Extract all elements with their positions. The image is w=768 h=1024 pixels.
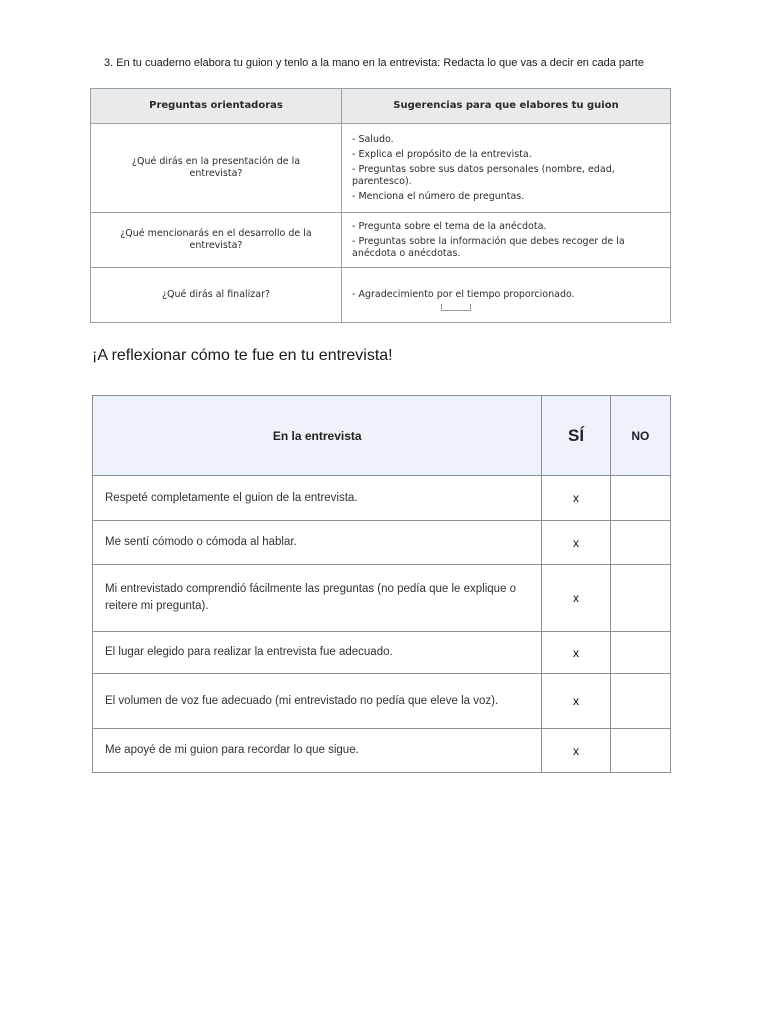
- no-checkbox[interactable]: [610, 729, 670, 773]
- reflection-row: [93, 632, 671, 674]
- guide-row: [91, 213, 671, 268]
- guide-question: ¿Qué dirás al finalizar?: [91, 268, 342, 323]
- guide-table-header-row: [91, 89, 671, 124]
- si-checkbox[interactable]: x: [542, 476, 610, 521]
- reflection-table: [92, 395, 671, 773]
- suggestion-item: - Preguntas sobre sus datos personales (nombre, edad, parentesco).: [352, 163, 615, 187]
- reflection-row: [93, 521, 671, 565]
- instruction-text: 3. En tu cuaderno elabora tu guion y tenlo a la mano en la entrevista: Redacta lo que vas a decir en cada parte: [104, 57, 644, 69]
- suggestion-item: - Pregunta sobre el tema de la anécdota.: [352, 220, 547, 232]
- no-checkbox[interactable]: [610, 521, 670, 565]
- reflection-item-text: El volumen de voz fue adecuado (mi entrevistado no pedía que eleve la voz).: [93, 674, 542, 729]
- si-checkbox[interactable]: x: [542, 521, 610, 565]
- reflection-heading: ¡A reflexionar cómo te fue en tu entrevista!: [92, 347, 393, 364]
- guide-row: [91, 124, 671, 213]
- reflection-item-text: Respeté completamente el guion de la entrevista.: [93, 476, 542, 521]
- no-checkbox[interactable]: [610, 674, 670, 729]
- guide-suggestions: [342, 268, 671, 323]
- reflection-row: [93, 674, 671, 729]
- no-checkbox[interactable]: [610, 565, 670, 632]
- header-no: NO: [610, 396, 670, 476]
- suggestion-item: - Menciona el número de preguntas.: [352, 190, 525, 202]
- reflection-row: [93, 565, 671, 632]
- reflection-row: [93, 476, 671, 521]
- reflection-item-text: El lugar elegido para realizar la entrevista fue adecuado.: [93, 632, 542, 674]
- guide-header-questions: Preguntas orientadoras: [91, 89, 342, 124]
- guide-row: [91, 268, 671, 323]
- suggestion-item: - Preguntas sobre la información que debes recoger de la anécdota o anécdotas.: [352, 235, 625, 259]
- header-si: SÍ: [542, 396, 610, 476]
- guide-suggestions: [342, 213, 671, 268]
- header-en-la-entrevista: En la entrevista: [93, 396, 542, 476]
- reflection-item-text: Me sentí cómodo o cómoda al hablar.: [93, 521, 542, 565]
- guide-suggestions: [342, 124, 671, 213]
- no-checkbox[interactable]: [610, 476, 670, 521]
- page-tab-mark: [441, 304, 471, 311]
- si-checkbox[interactable]: x: [542, 565, 610, 632]
- guide-table: [90, 88, 671, 323]
- suggestion-item: - Agradecimiento por el tiempo proporcionado.: [352, 289, 575, 300]
- guide-header-suggestions: Sugerencias para que elabores tu guion: [342, 89, 671, 124]
- guide-question: ¿Qué dirás en la presentación de la entrevista?: [91, 124, 342, 213]
- si-checkbox[interactable]: x: [542, 674, 610, 729]
- reflection-header-row: [93, 396, 671, 476]
- si-checkbox[interactable]: x: [542, 632, 610, 674]
- guide-question: ¿Qué mencionarás en el desarrollo de la entrevista?: [91, 213, 342, 268]
- no-checkbox[interactable]: [610, 632, 670, 674]
- si-checkbox[interactable]: x: [542, 729, 610, 773]
- suggestion-item: - Saludo.: [352, 133, 394, 145]
- reflection-row: [93, 729, 671, 773]
- suggestion-item: - Explica el propósito de la entrevista.: [352, 148, 532, 160]
- reflection-item-text: Mi entrevistado comprendió fácilmente las preguntas (no pedía que le explique o reitere mi pregunta).: [93, 565, 542, 632]
- reflection-item-text: Me apoyé de mi guion para recordar lo que sigue.: [93, 729, 542, 773]
